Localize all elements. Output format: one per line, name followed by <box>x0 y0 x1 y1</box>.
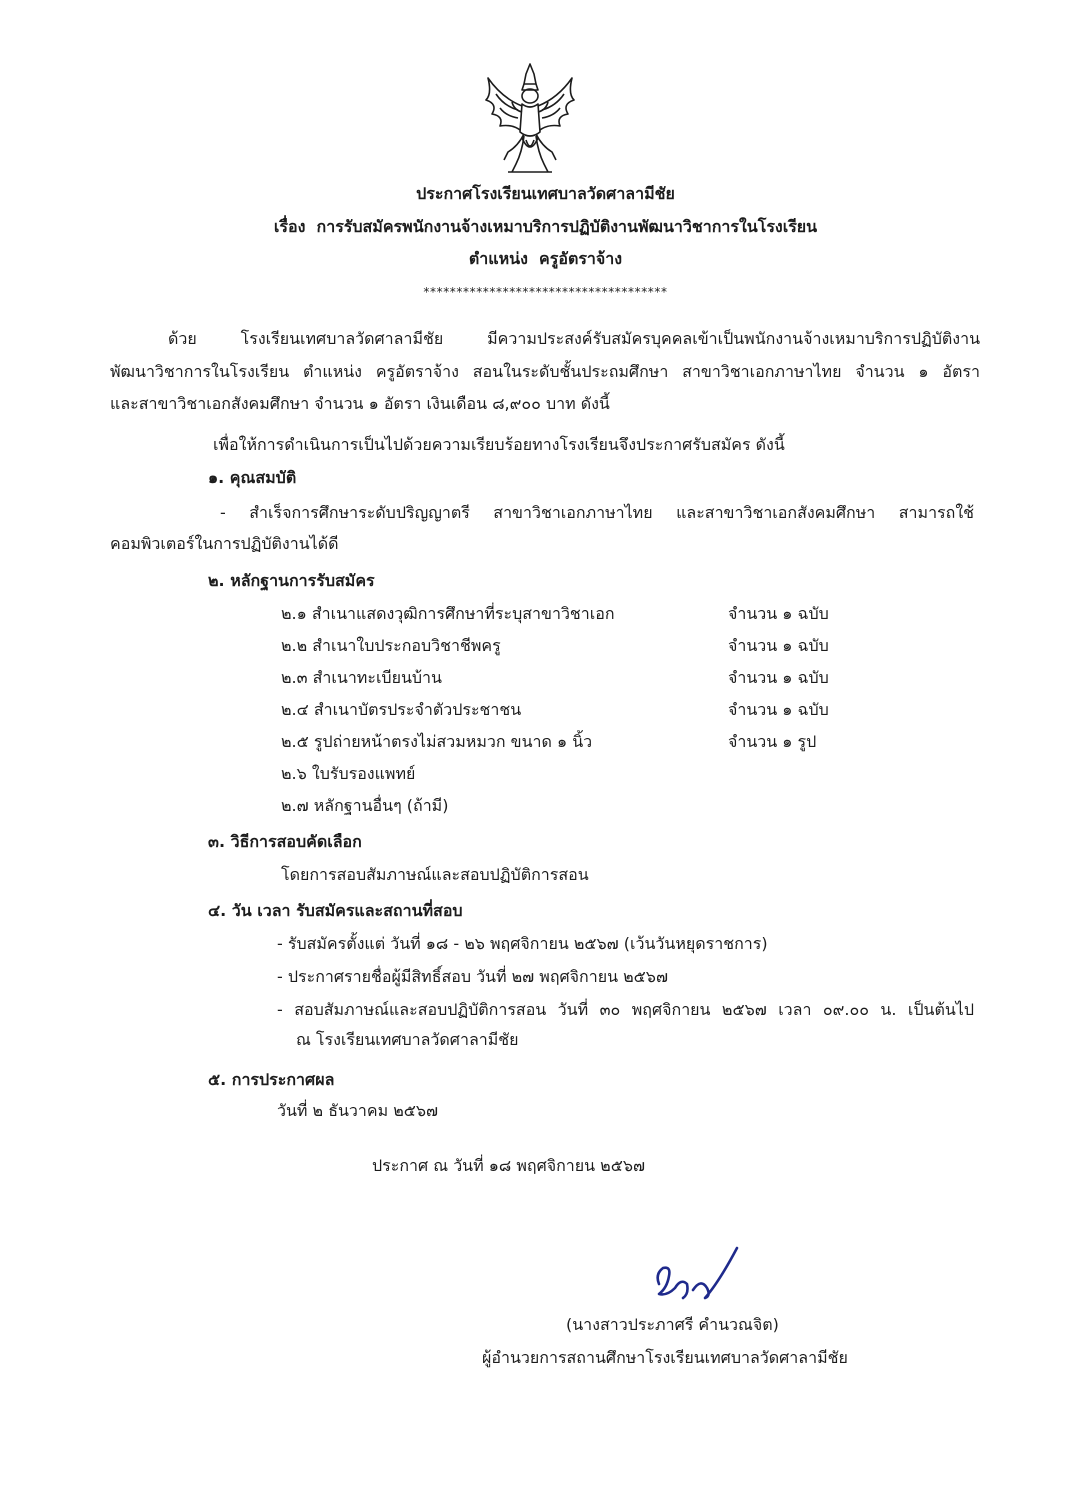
signature-icon <box>645 1244 765 1304</box>
document-item-label: ๒.๒ สำเนาใบประกอบวิชาชีพครู <box>281 636 501 655</box>
section-1-item-line-1: - สำเร็จการศึกษาระดับปริญญาตรี สาขาวิชาเอกภาษาไทย และสาขาวิชาเอกสังคมศึกษา สามารถใช้ <box>220 503 974 522</box>
document-item-label: ๒.๗ หลักฐานอื่นๆ (ถ้ามี) <box>281 796 449 815</box>
position-label: ตำแหน่ง <box>468 249 528 268</box>
schedule-item: - ประกาศรายชื่อผู้มีสิทธิ์สอบ วันที่ ๒๗ พฤศจิกายน ๒๕๖๗ <box>277 967 668 986</box>
document-item-qty: จำนวน ๑ ฉบับ <box>728 700 829 719</box>
subject-label: เรื่อง <box>273 217 306 236</box>
announcement-title: ประกาศโรงเรียนเทศบาลวัดศาลามีชัย <box>416 184 675 203</box>
section-5-text: วันที่ ๒ ธันวาคม ๒๕๖๗ <box>277 1101 439 1120</box>
document-item-qty: จำนวน ๑ ฉบับ <box>728 668 829 687</box>
position-text: ครูอัตราจ้าง <box>539 249 623 268</box>
section-3-text: โดยการสอบสัมภาษณ์และสอบปฏิบัติการสอน <box>281 865 589 884</box>
section-3-heading: ๓. วิธีการสอบคัดเลือก <box>208 832 362 851</box>
subject-line <box>0 216 1091 238</box>
announce-date: ประกาศ ณ วันที่ ๑๘ พฤศจิกายน ๒๕๖๗ <box>372 1156 646 1175</box>
document-item-label: ๒.๕ รูปถ่ายหน้าตรงไม่สวมหมวก ขนาด ๑ นิ้ว <box>281 732 593 751</box>
intro-line-2: พัฒนาวิชาการในโรงเรียน ตำแหน่ง ครูอัตราจ้าง สอนในระดับชั้นประถมศึกษา สาขาวิชาเอกภาษาไทย จำนวน ๑ อัตรา <box>110 362 980 381</box>
document-item-label: ๒.๑ สำเนาแสดงวุฒิการศึกษาที่ระบุสาขาวิชาเอก <box>281 604 615 623</box>
document-item-label: ๒.๓ สำเนาทะเบียนบ้าน <box>281 668 442 687</box>
garuda-emblem-icon <box>478 60 582 180</box>
intro-line-4: เพื่อให้การดำเนินการเป็นไปด้วยความเรียบร้อยทางโรงเรียนจึงประกาศรับสมัคร ดังนี้ <box>213 435 785 454</box>
document-item-label: ๒.๔ สำเนาบัตรประจำตัวประชาชน <box>281 700 522 719</box>
signer-title: ผู้อำนวยการสถานศึกษาโรงเรียนเทศบาลวัดศาลามีชัย <box>482 1348 848 1367</box>
signer-name: (นางสาวประภาศรี คำนวณจิต) <box>566 1315 779 1334</box>
section-5-heading: ๕. การประกาศผล <box>208 1070 335 1089</box>
document-item-qty: จำนวน ๑ ฉบับ <box>728 604 829 623</box>
document-item-qty: จำนวน ๑ ฉบับ <box>728 636 829 655</box>
header-divider: ************************************* <box>423 285 668 299</box>
section-4-heading: ๔. วัน เวลา รับสมัครและสถานที่สอบ <box>208 901 463 920</box>
schedule-item: - สอบสัมภาษณ์และสอบปฏิบัติการสอน วันที่ ๓๐ พฤศจิกายน ๒๕๖๗ เวลา ๐๙.๐๐ น. เป็นต้นไป <box>277 1000 974 1019</box>
document-item-label: ๒.๖ ใบรับรองแพทย์ <box>281 764 416 783</box>
section-1-heading: ๑. คุณสมบัติ <box>208 468 297 487</box>
intro-line-1: ด้วย โรงเรียนเทศบาลวัดศาลามีชัย มีความประสงค์รับสมัครบุคคลเข้าเป็นพนักงานจ้างเหมาบริการปฏิบัติงาน <box>168 329 980 348</box>
document-item-qty: จำนวน ๑ รูป <box>728 732 817 751</box>
schedule-item: - รับสมัครตั้งแต่ วันที่ ๑๘ - ๒๖ พฤศจิกายน ๒๕๖๗ (เว้นวันหยุดราชการ) <box>277 934 768 953</box>
subject-text: การรับสมัครพนักงานจ้างเหมาบริการปฏิบัติงานพัฒนาวิชาการในโรงเรียน <box>316 217 818 236</box>
schedule-location: ณ โรงเรียนเทศบาลวัดศาลามีชัย <box>296 1030 519 1049</box>
section-1-item-line-2: คอมพิวเตอร์ในการปฏิบัติงานได้ดี <box>110 534 339 553</box>
position-line <box>0 248 1091 270</box>
intro-line-3: และสาขาวิชาเอกสังคมศึกษา จำนวน ๑ อัตรา เงินเดือน ๘,๙๐๐ บาท ดังนี้ <box>110 394 610 413</box>
section-2-heading: ๒. หลักฐานการรับสมัคร <box>208 571 375 590</box>
